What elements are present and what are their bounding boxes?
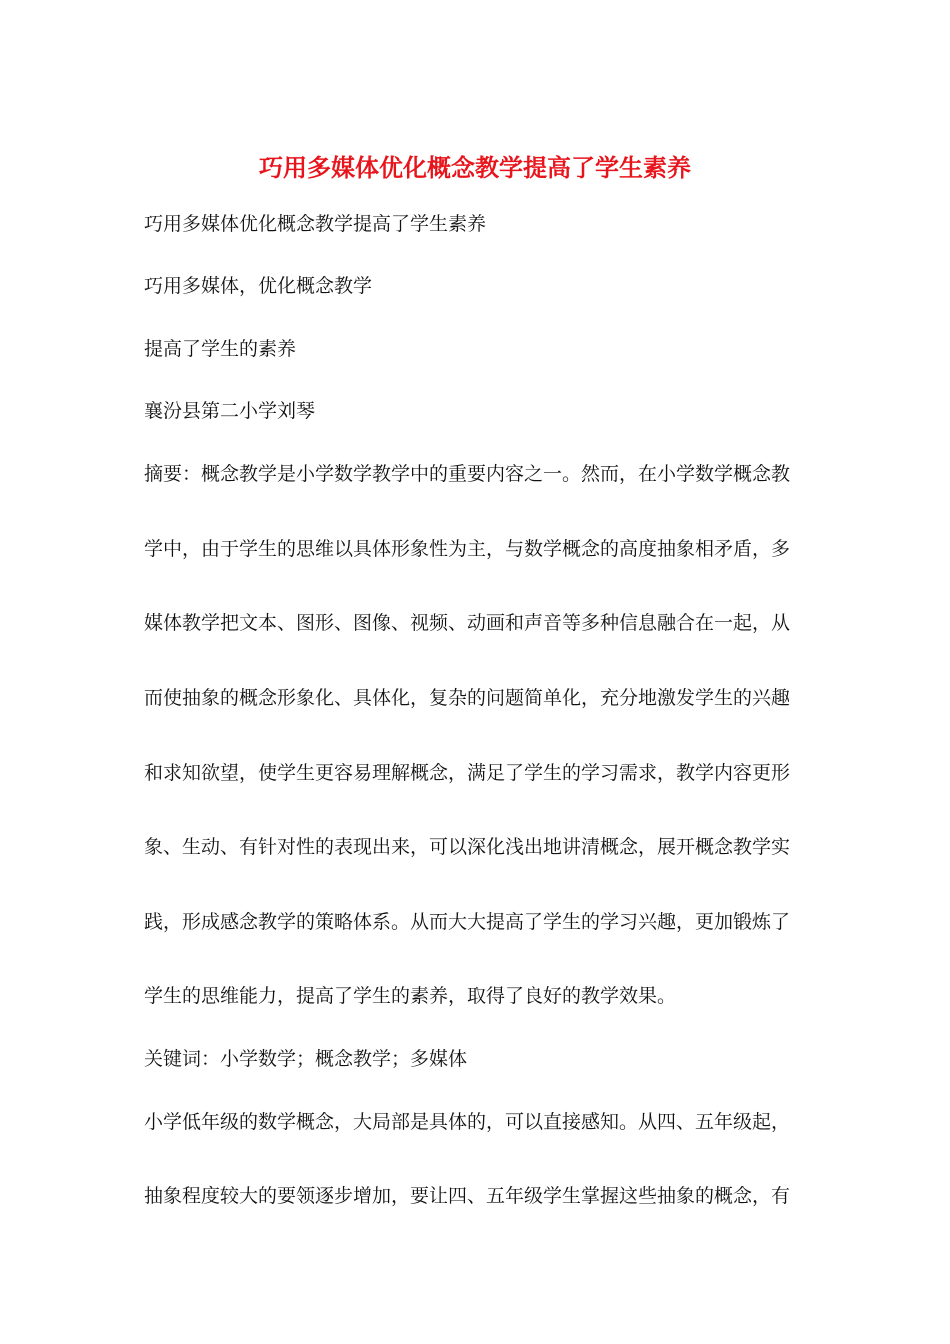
keywords-line: 关键词：小学数学；概念教学；多媒体 bbox=[144, 1048, 468, 1070]
author-line: 襄汾县第二小学刘琴 bbox=[144, 400, 316, 422]
document-subtitle: 巧用多媒体优化概念教学提高了学生素养 bbox=[144, 213, 487, 235]
section-heading: 提高了学生的素养 bbox=[144, 338, 297, 360]
abstract-line: 学生的思维能力，提高了学生的素养，取得了良好的教学效果。 bbox=[144, 985, 677, 1007]
abstract-line: 象、生动、有针对性的表现出来，可以深化浅出地讲清概念，展开概念教学实 bbox=[144, 836, 791, 858]
abstract-line: 和求知欲望，使学生更容易理解概念，满足了学生的学习需求，教学内容更形 bbox=[144, 762, 791, 784]
section-heading: 巧用多媒体，优化概念教学 bbox=[144, 275, 373, 297]
abstract-line: 摘要：概念教学是小学数学教学中的重要内容之一。然而，在小学数学概念教 bbox=[144, 463, 791, 485]
body-line: 抽象程度较大的要领逐步增加，要让四、五年级学生掌握这些抽象的概念，有 bbox=[144, 1185, 791, 1207]
abstract-line: 学中，由于学生的思维以具体形象性为主，与数学概念的高度抽象相矛盾，多 bbox=[144, 538, 791, 560]
body-line: 小学低年级的数学概念，大局部是具体的，可以直接感知。从四、五年级起， bbox=[144, 1111, 791, 1133]
abstract-line: 践，形成感念教学的策略体系。从而大大提高了学生的学习兴趣，更加锻炼了 bbox=[144, 911, 791, 933]
abstract-line: 媒体教学把文本、图形、图像、视频、动画和声音等多种信息融合在一起，从 bbox=[144, 612, 791, 634]
document-title: 巧用多媒体优化概念教学提高了学生素养 bbox=[259, 153, 691, 182]
abstract-line: 而使抽象的概念形象化、具体化，复杂的问题简单化，充分地激发学生的兴趣 bbox=[144, 687, 791, 709]
